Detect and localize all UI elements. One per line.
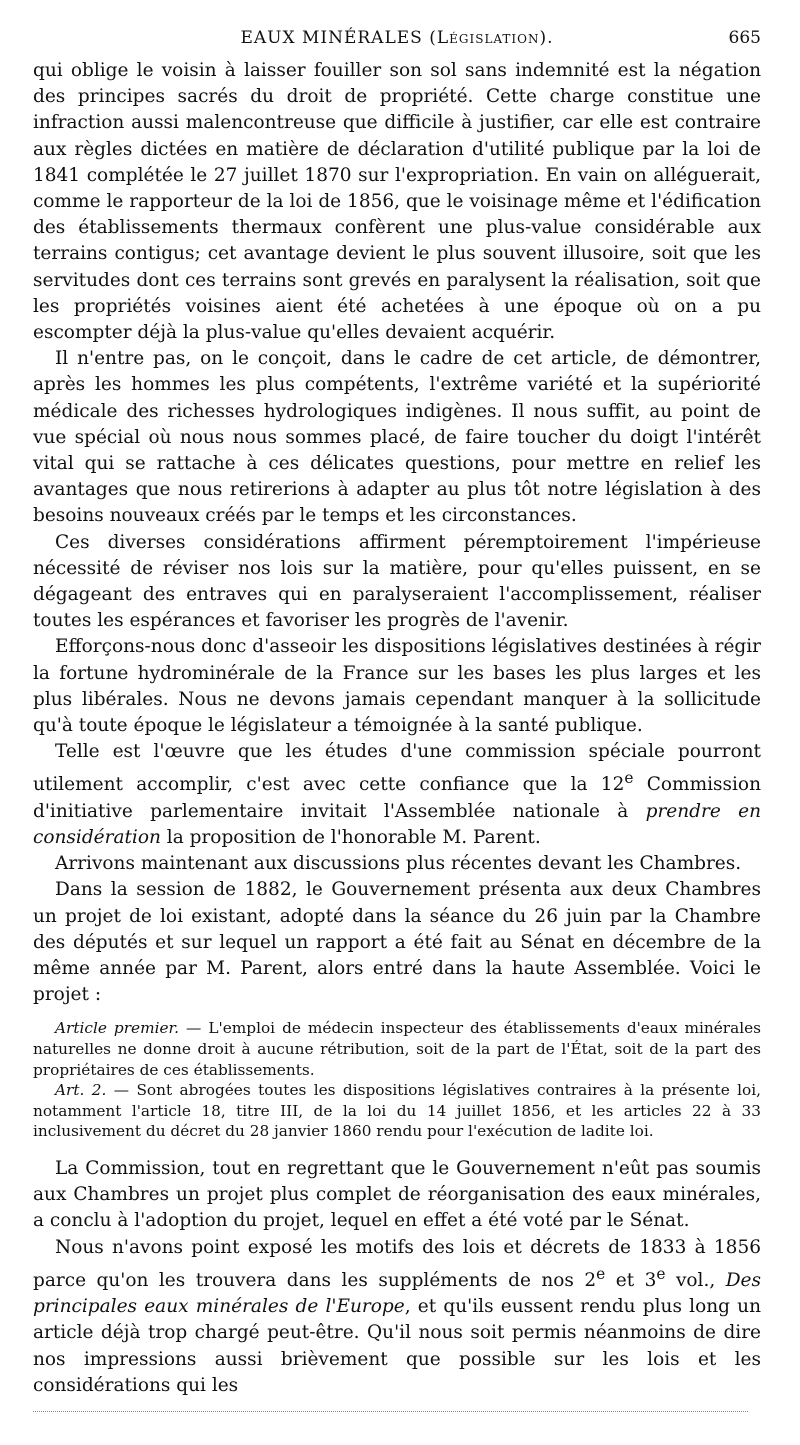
law-excerpt [33,1018,761,1142]
document-page [33,28,761,1399]
running-title-main: EAUX MINÉRALES [240,28,423,48]
article-text: — Sont abrogées toutes les dispositions législatives contraires à la présente loi, notamment l'article 18, titre III, de la loi du 14 juillet 1856, et les articles 22 à 33 inclusivement du décret du 28 janvier 1860 rendu pour l'exécution de ladite loi. [33,1081,761,1141]
text-run: vol., [665,1270,726,1291]
text-run: la proposition de l'honorable M. Parent. [160,827,541,849]
article-label: Art. 2. [55,1081,107,1100]
paragraph: Il n'entre pas, on le conçoit, dans le cadre de cet article, de démontrer, après les hommes les plus compétents, l'extrême variété et la supériorité médicale des richesses hydrologiques indigènes. Il nous suffit, au point de vue spécial où nous nous sommes placé, de faire toucher du doigt l'intérêt vital qui se rattache à ces délicates questions, pour mettre en relief les avantages que nous retirerions à adapter au plus tôt notre législation à des besoins nouveaux créés par le temps et les circonstances. [33,348,761,527]
text-run: , et qu'ils eussent rendu plus long un article déjà trop chargé peut-être. Qu'il nous soit permis néanmoins de dire nos impressions aussi brièvement que possible sur les lois et les considérations qui les [33,1296,761,1396]
article-label: Article premier. [55,1019,180,1038]
page-number: 665 [728,28,761,48]
running-title [33,28,761,48]
paragraph: Efforçons-nous donc d'asseoir les dispositions législatives destinées à régir la fortune hydrominérale de la France sur les bases les plus larges et les plus libérales. Nous ne devons jamais cependant manquer à la sollicitude qu'à toute époque le législateur a témoignée à la santé publique. [33,636,761,737]
text-run: Telle est l'œuvre que les études d'une commission spéciale pourront utilement accomplir, c'est avec cette confiance que la 12 [33,741,761,796]
superscript: e [596,1264,606,1283]
paragraph: Ces diverses considérations affirment péremptoirement l'impérieuse nécessité de réviser nos lois sur la matière, pour qu'elles puissent, en se dégageant des entraves qui en paralyseraient l'accomplissement, réaliser toutes les espérances et favoriser les progrès de l'avenir. [33,531,761,632]
scan-edge-dotted-line [33,1411,748,1412]
text-run: et 3 [605,1270,657,1291]
body-text-continued [33,1156,761,1399]
superscript: e [656,1264,666,1283]
running-title-sub: (Législation). [429,28,554,48]
paragraph: Dans la session de 1882, le Gouvernement présenta aux deux Chambres un projet de loi existant, adopté dans la séance du 26 juin par la Chambre des députés et sur lequel un rapport a été fait au Sénat en décembre de la même année par M. Parent, alors entré dans la haute Assemblée. Voici le projet : [33,879,761,1006]
italic-phrase: prendre en considération [33,800,761,849]
superscript: e [624,769,634,788]
paragraph: Arrivons maintenant aux discussions plus récentes devant les Chambres. [55,853,742,875]
italic-title: Des principales eaux minérales de l'Europe [33,1270,761,1318]
paragraph: La Commission, tout en regrettant que le Gouvernement n'eût pas soumis aux Chambres un projet plus complet de réorganisation des eaux minérales, a conclu à l'adoption du projet, lequel en effet a été voté par le Sénat. [33,1158,761,1232]
article-one [33,1018,761,1080]
article-two [33,1080,761,1142]
paragraph [33,739,761,851]
paragraph: qui oblige le voisin à laisser fouiller son sol sans indemnité est la négation des principes sacrés du droit de propriété. Cette charge constitue une infraction aussi malencontreuse que difficile à justifier, car elle est contraire aux règles dictées en matière de déclaration d'utilité publique par la loi de 1841 complétée le 27 juillet 1870 sur l'expropriation. En vain on alléguerait, comme le rapporteur de la loi de 1856, que le voisinage même et l'édification des établissements thermaux confèrent une plus-value considérable aux terrains contigus; cet avantage devient le plus souvent illusoire, soit que les servitudes dont ces terrains sont grevés en paralysent la réalisation, soit que les propriétés voisines aient été achetées à une époque où on a pu escompter déjà la plus-value qu'elles devaient acquérir. [33,60,761,344]
text-run: Commission d'initiative parlementaire invitait l'Assemblée nationale à [33,774,761,822]
text-run: Nous n'avons point exposé les motifs des lois et décrets de 1833 à 1856 parce qu'on les trouvera dans les suppléments de nos 2 [33,1236,761,1291]
body-text [33,58,761,1008]
running-header [33,28,761,58]
article-text: — L'emploi de médecin inspecteur des établissements d'eaux minérales naturelles ne donne droit à aucune rétribution, soit de la part de l'État, soit de la part des propriétaires de ces établissements. [33,1019,762,1079]
paragraph [33,1235,761,1399]
